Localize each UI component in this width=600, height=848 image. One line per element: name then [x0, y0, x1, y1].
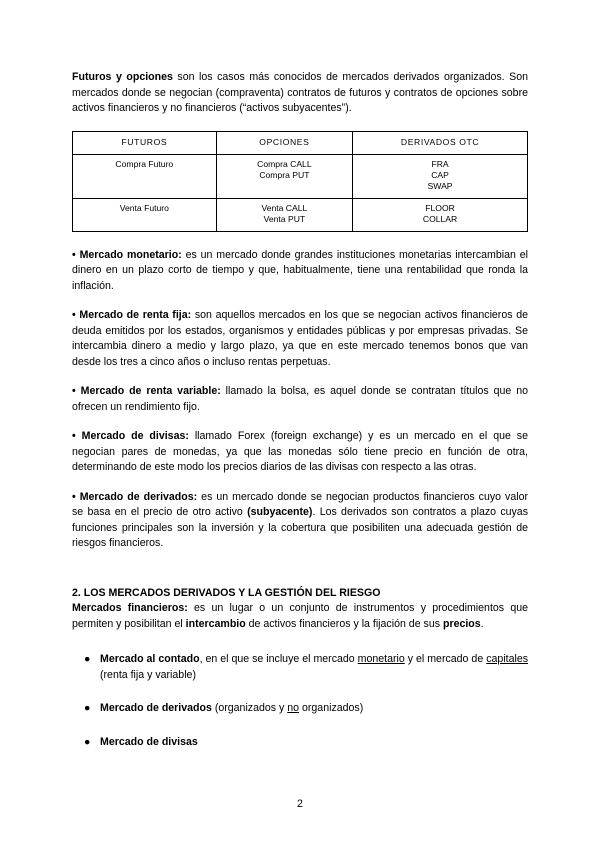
market-monetario-paragraph [72, 248, 528, 295]
market-description: es un mercado donde grandes instituciones monetarias intercambian el dinero en un plazo corto de tiempo y que, habitualmente, tiene una rentabilidad que ronda la inflación. [72, 248, 528, 292]
underlined-term: no [287, 702, 300, 714]
list-item-term: Mercado al contado [100, 653, 200, 665]
bullet-icon: ● [84, 735, 91, 748]
market-term: • Mercado de renta fija: [72, 309, 192, 321]
list-item-text: y el mercado de [404, 653, 487, 665]
market-term: • Mercado de divisas: [72, 430, 189, 442]
list-item-text: , en el que se incluye el mercado [199, 653, 358, 665]
table-cell [216, 198, 352, 231]
header-derivados-otc: DERIVADOS OTC [353, 131, 528, 154]
list-item-text: organizados) [299, 702, 364, 714]
market-description: . Los derivados son contratos a plazo cuyas funciones principales son la inversión y la cobertura que posibiliten una adecuada gestión de riesgos financieros. [72, 506, 528, 549]
table-row [73, 198, 528, 231]
cell-line: Compra Futuro [115, 158, 174, 169]
definition-text: de activos financieros y la fijación de sus [245, 617, 443, 630]
market-renta-variable-paragraph [72, 384, 528, 415]
header-opciones: OPCIONES [216, 131, 352, 154]
list-item [72, 735, 528, 751]
list-item-text: (organizados y [211, 702, 288, 714]
intro-paragraph [72, 70, 528, 117]
table-cell [73, 198, 217, 231]
cell-line: Compra CALL [257, 158, 312, 169]
document-page [72, 70, 528, 768]
cell-line: Venta CALL [261, 202, 308, 213]
cell-line: SWAP [427, 180, 453, 191]
definition-paragraph [72, 601, 528, 632]
intro-text: son los casos más conocidos de mercados derivados organizados. Son mercados donde se negocian (compraventa) contratos de futuros y contratos de opciones sobre activos financieros y no financieros (“activos subyacentes”). [72, 71, 528, 114]
derivatives-table [72, 131, 528, 232]
section-heading: 2. LOS MERCADOS DERIVADOS Y LA GESTIÓN DEL RIESGO [72, 586, 381, 599]
cell-line: CAP [431, 169, 449, 180]
underlined-term: monetario [357, 653, 405, 665]
market-description: llamado la bolsa, es aquel donde se contratan títulos que no ofrecen un rendimiento fijo. [72, 385, 528, 413]
cell-line: Compra PUT [259, 169, 310, 180]
cell-line: FLOOR [425, 202, 455, 213]
bullet-icon: ● [84, 653, 91, 665]
table-cell [353, 154, 528, 198]
subyacente-term: (subyacente) [247, 506, 313, 518]
market-term: • Mercado monetario: [72, 248, 182, 261]
market-divisas-paragraph [72, 429, 528, 476]
table-row [73, 154, 528, 198]
table-cell [216, 154, 352, 198]
cell-line: Venta PUT [263, 213, 306, 224]
header-futuros: FUTUROS [73, 131, 217, 154]
cell-line: FRA [431, 158, 449, 169]
list-item-term: Mercado de derivados [100, 702, 212, 714]
list-item-text: (renta fija y variable) [100, 668, 196, 681]
table-header-row [73, 131, 528, 154]
definition-text: es un lugar o un conjunto de instrumentos y procedimientos que permiten y posibilitan el [72, 602, 529, 630]
cell-line: COLLAR [422, 213, 458, 224]
market-term: • Mercado de derivados: [72, 490, 198, 503]
market-description: es un mercado donde se negocian productos financieros cuyo valor se basa en el precio de otro activo [72, 490, 528, 518]
definition-bold: precios [442, 617, 481, 630]
market-derivados-paragraph [72, 490, 528, 552]
intro-bold: Futuros y opciones [72, 71, 173, 83]
market-description: llamado Forex (foreign exchange) y es un mercado en el que se negocian pares de monedas, ya que las monedas sólo tiene precio en función de otra, determinando de este modo los precios diarios de las divisas con respecto a las otras. [72, 430, 528, 473]
market-description: son aquellos mercados en los que se negocian activos financieros de deuda emitidos por los estados, organismos y entidades públicas y por empresas privadas. Se intercambia dinero a medio y largo plazo, ya que en este mercado tenemos bonos que van desde los tres a cinco años o incluso rentas perpetuas. [72, 309, 529, 368]
definition-term: Mercados financieros: [72, 602, 188, 614]
list-item [72, 652, 528, 683]
page-number: 2 [297, 798, 303, 810]
list-item [72, 701, 528, 717]
definition-text: . [480, 617, 484, 630]
underlined-term: capitales [486, 653, 529, 665]
market-term: • Mercado de renta variable: [72, 385, 221, 397]
definition-bold: intercambio [185, 617, 246, 630]
cell-line: Venta Futuro [119, 202, 169, 213]
table-cell [353, 198, 528, 231]
market-types-list [72, 652, 528, 750]
table-cell [73, 154, 217, 198]
market-renta-fija-paragraph [72, 308, 528, 370]
bullet-icon: ● [84, 702, 91, 714]
list-item-term: Mercado de divisas [100, 735, 198, 748]
